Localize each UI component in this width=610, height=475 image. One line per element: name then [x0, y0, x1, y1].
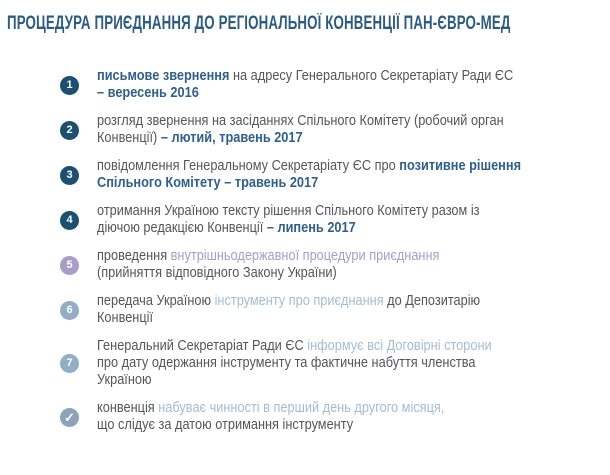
text-segment: Генеральний Секретаріат Ради ЄС [97, 338, 308, 354]
text-segment: Конвенції) [97, 130, 161, 146]
step-text [97, 203, 537, 237]
step-text [97, 248, 537, 282]
step-number-badge: 3 [60, 166, 79, 185]
step-item [60, 293, 597, 327]
text-segment: конвенція [97, 400, 159, 416]
text-segment: повідомлення Генеральному Секретаріату ЄС про [97, 158, 400, 174]
step-number-badge: 7 [60, 354, 79, 373]
text-segment: інформує всі Договірні сторони [307, 338, 492, 354]
step-text [97, 293, 537, 327]
steps-list [60, 68, 597, 445]
step-text [97, 338, 537, 389]
step-number-badge: 6 [60, 301, 79, 320]
text-segment: Україною [97, 372, 152, 388]
text-segment: на адресу Генерального Секретаріату Ради ЄС [229, 68, 514, 84]
text-segment: (прийняття відповідного Закону України) [97, 265, 337, 281]
text-segment: – липень 2017 [266, 220, 356, 236]
text-segment: що слідує за датою отримання інструменту [97, 417, 354, 433]
step-number-badge: 5 [60, 256, 79, 275]
text-segment: набуває чинності в перший день другого місяця, [158, 400, 445, 416]
step-text [97, 68, 537, 102]
step-text [97, 400, 537, 434]
text-segment: – лютий, травень 2017 [160, 130, 303, 146]
text-segment: позитивне рішення [399, 158, 522, 174]
step-item [60, 203, 597, 237]
text-segment: внутрішньодержавної процедури приєднання [170, 248, 440, 264]
text-segment: Спільного Комітету – травень 2017 [97, 175, 319, 191]
text-segment: розгляд звернення на засіданнях Спільного Комітету (робочий орган [97, 113, 504, 129]
page-title: ПРОЦЕДУРА ПРИЄДНАННЯ ДО РЕГІОНАЛЬНОЇ КОНВЕНЦІЇ ПАН-ЄВРО-МЕД [7, 13, 511, 34]
text-segment: – вересень 2016 [97, 85, 199, 101]
text-segment: письмове звернення [97, 68, 230, 84]
text-segment: діючою редакцією Конвенції [97, 220, 267, 236]
text-segment: Конвенції [97, 310, 154, 326]
step-item [60, 68, 597, 102]
step-item [60, 338, 597, 389]
step-item [60, 113, 597, 147]
text-segment: проведення [97, 248, 171, 264]
step-text [97, 113, 537, 147]
text-segment: інструменту про приєднання [214, 293, 384, 309]
text-segment: отримання Україною тексту рішення Спільного Комітету разом із [97, 203, 480, 219]
checkmark-icon: ✓ [60, 408, 79, 427]
text-segment: про дату одержання інструменту та фактичне набуття членства [97, 355, 476, 371]
step-item [60, 158, 597, 192]
step-item [60, 400, 597, 434]
text-segment: до Депозитарію [383, 293, 481, 309]
step-number-badge: 1 [60, 76, 79, 95]
step-number-badge: 2 [60, 121, 79, 140]
step-item [60, 248, 597, 282]
step-number-badge: 4 [60, 211, 79, 230]
step-text [97, 158, 537, 192]
text-segment: передача Україною [97, 293, 215, 309]
